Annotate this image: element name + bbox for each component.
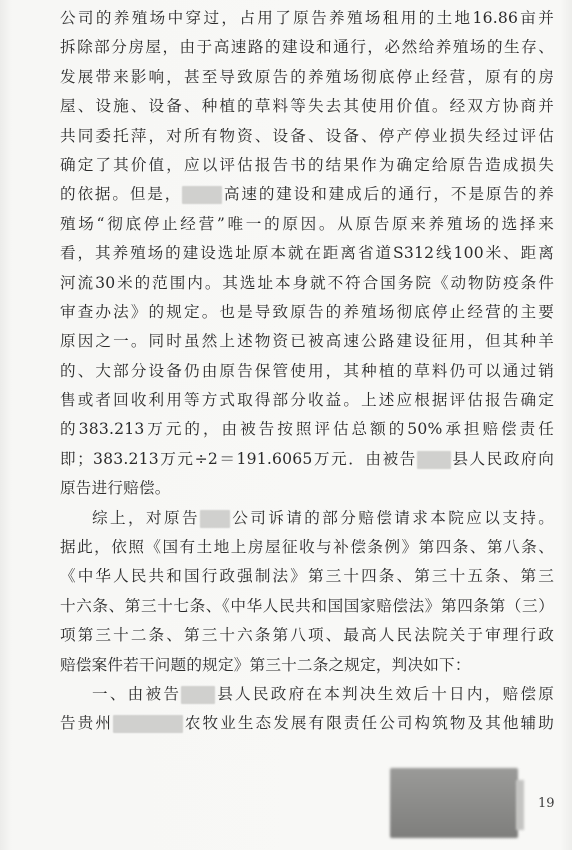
text-line: 《中华人民共和国行政强制法》第三十四条、第三十五条、第三 bbox=[60, 567, 554, 586]
text-segment: 县人民政府在本判决生效后十日内，赔偿原 bbox=[215, 684, 554, 703]
text-line: 据此，依照《国有土地上房屋征收与补偿条例》第四条、第八条、 bbox=[60, 538, 554, 557]
redacted-seal-edge bbox=[516, 780, 524, 830]
redaction-block bbox=[181, 686, 215, 704]
text-segment: 高速的建设和建成后的通行，不是原告的养 bbox=[222, 185, 554, 204]
text-segment: 即；383.213万元÷2＝191.6065万元．由被告 bbox=[60, 449, 417, 468]
text-segment: 一、由被告 bbox=[92, 684, 182, 703]
text-segment: 综上，对原告 bbox=[92, 508, 200, 527]
text-line: 看，其养殖场的建设选址原本就在距离省道S312线100米、距离 bbox=[60, 244, 554, 263]
redaction-block bbox=[182, 186, 222, 204]
text-segment: 农牧业生态发展有限责任公司构筑物及其他辅助 bbox=[183, 714, 554, 733]
page-number: 19 bbox=[538, 796, 555, 811]
text-segment: 县人民政府向 bbox=[450, 449, 554, 468]
text-line: 项第三十二条、第三十六条第八项、最高人民法院关于审理行政 bbox=[60, 626, 554, 645]
text-segment: 告贵州 bbox=[60, 714, 113, 733]
text-line: 拆除部分房屋，由于高速路的建设和通行，必然给养殖场的生存、 bbox=[60, 38, 554, 57]
text-line: 河流30米的范围内。其选址本身就不符合国务院《动物防疫条件 bbox=[60, 273, 554, 292]
redaction-block bbox=[113, 715, 183, 733]
text-line bbox=[60, 180, 554, 209]
text-line: 发展带来影响，甚至导致原告的养殖场彻底停止经营，原有的房 bbox=[60, 67, 554, 86]
redaction-block bbox=[417, 451, 451, 469]
text-line: 原因之一。同时虽然上述物资已被高速公路建设征用，但其种羊 bbox=[60, 332, 554, 351]
text-segment: 公司诉请的部分赔偿请求本院应以支持。 bbox=[230, 508, 554, 527]
text-line: 共同委托萍，对所有物资、设备、设备、停产停业损失经过评估 bbox=[60, 126, 554, 145]
text-line: 屋、设施、设备、种植的草料等失去其使用价值。经双方协商并 bbox=[60, 97, 554, 116]
text-line: 的、大部分设备仍由原告保管使用，其种植的草料仍可以通过销 bbox=[60, 361, 554, 380]
text-line: 公司的养殖场中穿过，占用了原告养殖场租用的土地16.86亩并 bbox=[60, 9, 554, 27]
text-line: 审查办法》的规定。也是导致原告的养殖场彻底停止经营的主要 bbox=[60, 302, 554, 321]
document-body bbox=[60, 4, 554, 739]
redaction-block bbox=[200, 510, 230, 528]
text-line bbox=[60, 445, 554, 474]
text-line bbox=[60, 709, 554, 738]
text-segment: 的依据。但是， bbox=[60, 185, 183, 204]
text-line: 售或者回收利用等方式取得部分收益。上述应根据评估报告确定 bbox=[60, 391, 554, 410]
text-line bbox=[60, 680, 554, 709]
text-line: 十六条、第三十七条、《中华人民共和国国家赔偿法》第四条第（三） bbox=[60, 596, 554, 615]
text-line: 原告进行赔偿。 bbox=[60, 479, 171, 498]
text-line: 确定了其价值，应以评估报告书的结果作为确定给原告造成损失 bbox=[60, 155, 554, 174]
redacted-seal bbox=[390, 768, 518, 838]
text-line: 殖场“彻底停止经营”唯一的原因。从原告原来养殖场的选择来 bbox=[60, 214, 554, 233]
text-line: 的383.213万元的，由被告按照评估总额的50%承担赔偿责任 bbox=[60, 420, 554, 439]
text-line bbox=[60, 504, 554, 533]
text-line: 赔偿案件若干问题的规定》第三十二条之规定，判决如下： bbox=[60, 655, 471, 674]
